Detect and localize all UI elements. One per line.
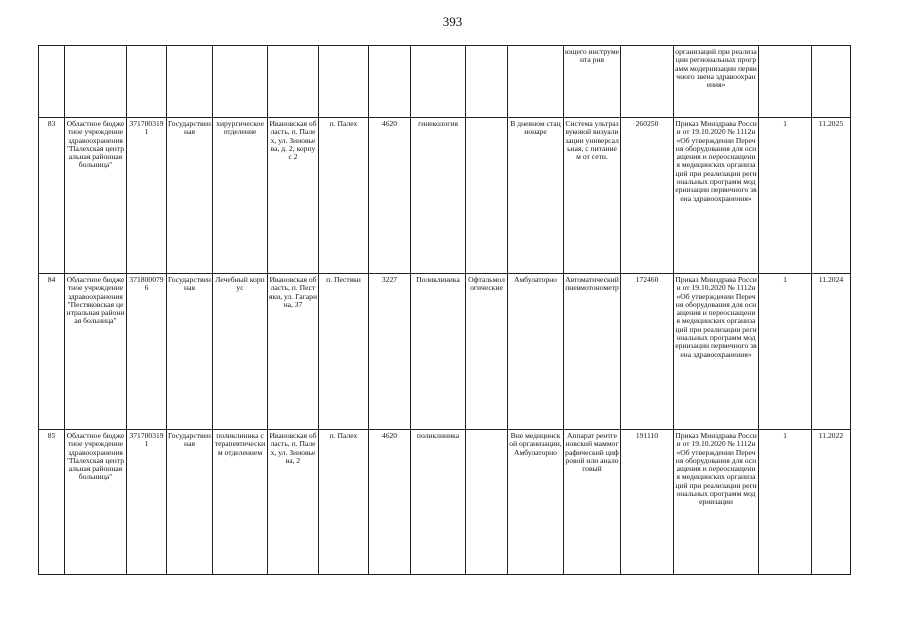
- cell-basis: Приказ Минздрава России от 19.10.2020 № 1112н «Об утверждении Перечня оборудования для оснащения и переоснащения медицинских организаций при реализации региональных программ модернизации первичного звена здравоохранения»: [674, 274, 759, 430]
- cell-inn: 3718000796: [127, 274, 167, 430]
- cell-locality: п. Палех: [319, 430, 369, 575]
- table-row: [39, 118, 851, 274]
- cell-org: Областное бюджетное учреждение здравоохранения "Палехская центральная районная больница": [65, 118, 127, 274]
- cell-date: [812, 46, 851, 118]
- cell-profile: Поликлиника: [411, 274, 466, 430]
- cell-address: Ивановская область, п. Палех, ул. Зиновьева, 2: [268, 430, 319, 575]
- cell-code: 4620: [369, 430, 411, 575]
- cell-unit: Лечебный корпус: [213, 274, 268, 430]
- cell-locality: п. Пестяки: [319, 274, 369, 430]
- cell-date: 11.2024: [812, 274, 851, 430]
- cell-num: 83: [39, 118, 65, 274]
- table-row-continuation: [39, 46, 851, 118]
- cell-unit: [213, 46, 268, 118]
- cell-care: Амбулаторно: [508, 274, 564, 430]
- cell-code: 3227: [369, 274, 411, 430]
- cell-sub: Офтальмологические: [466, 274, 508, 430]
- cell-care: [508, 46, 564, 118]
- cell-basis: организаций при реализации региональных программ модернизации первичного звена здравоохранения»: [674, 46, 759, 118]
- cell-price: 172460: [621, 274, 674, 430]
- cell-code: 4620: [369, 118, 411, 274]
- cell-address: Ивановская область, п. Палех, ул. Зиновьева, д. 2, корпус 2: [268, 118, 319, 274]
- cell-equipment: Аппарат рентгеновский маммографический цифровой или аналоговый: [564, 430, 621, 575]
- cell-unit: хирургическое отделение: [213, 118, 268, 274]
- cell-locality: [319, 46, 369, 118]
- cell-care: В дневном стационаре: [508, 118, 564, 274]
- cell-inn: 3717003191: [127, 118, 167, 274]
- cell-sub: [466, 46, 508, 118]
- cell-num: 85: [39, 430, 65, 575]
- cell-price: [621, 46, 674, 118]
- cell-address: Ивановская область, п. Пестяки, ул. Гагарина, 37: [268, 274, 319, 430]
- equipment-register-table: [38, 45, 851, 575]
- cell-locality: п. Палех: [319, 118, 369, 274]
- cell-unit: поликлиника с терапевтическим отделением: [213, 430, 268, 575]
- cell-inn: [127, 46, 167, 118]
- table-row: [39, 430, 851, 575]
- cell-qty: 1: [759, 430, 812, 575]
- cell-profile: гинекология: [411, 118, 466, 274]
- table-row: [39, 274, 851, 430]
- cell-form: [167, 46, 213, 118]
- cell-code: [369, 46, 411, 118]
- cell-date: 11.2022: [812, 430, 851, 575]
- cell-sub: [466, 430, 508, 575]
- cell-num: [39, 46, 65, 118]
- cell-date: 11.2025: [812, 118, 851, 274]
- cell-org: Областное бюджетное учреждение здравоохранения "Пестяковская центральная районная больница": [65, 274, 127, 430]
- cell-qty: [759, 46, 812, 118]
- cell-inn: 3717003191: [127, 430, 167, 575]
- cell-org: [65, 46, 127, 118]
- cell-equipment: Система ультразвуковой визуализации универсальная, с питанием от сети.: [564, 118, 621, 274]
- cell-sub: [466, 118, 508, 274]
- cell-basis: Приказ Минздрава России от 19.10.2020 № 1112н «Об утверждении Перечня оборудования для оснащения и переоснащения медицинских организаций при реализации региональных программ модернизации первичного звена здравоохранения»: [674, 118, 759, 274]
- cell-price: 191110: [621, 430, 674, 575]
- cell-form: Государственная: [167, 430, 213, 575]
- cell-num: 84: [39, 274, 65, 430]
- cell-org: Областное бюджетное учреждение здравоохранения "Палехская центральная районная больница": [65, 430, 127, 575]
- cell-profile: [411, 46, 466, 118]
- cell-basis: Приказ Минздрава России от 19.10.2020 № 1112н «Об утверждении Перечня оборудования для оснащения и переоснащения медицинских организаций при реализации региональных программ модернизации: [674, 430, 759, 575]
- page-number: 393: [442, 14, 463, 29]
- cell-price: 260250: [621, 118, 674, 274]
- cell-equipment: ющего инструмента рия: [564, 46, 621, 118]
- cell-care: Вне медицинской организации, Амбулаторно: [508, 430, 564, 575]
- cell-profile: поликлиника: [411, 430, 466, 575]
- cell-qty: 1: [759, 118, 812, 274]
- cell-form: Государственная: [167, 274, 213, 430]
- cell-equipment: Автоматический пневмотонометр: [564, 274, 621, 430]
- cell-address: [268, 46, 319, 118]
- cell-form: Государственная: [167, 118, 213, 274]
- cell-qty: 1: [759, 274, 812, 430]
